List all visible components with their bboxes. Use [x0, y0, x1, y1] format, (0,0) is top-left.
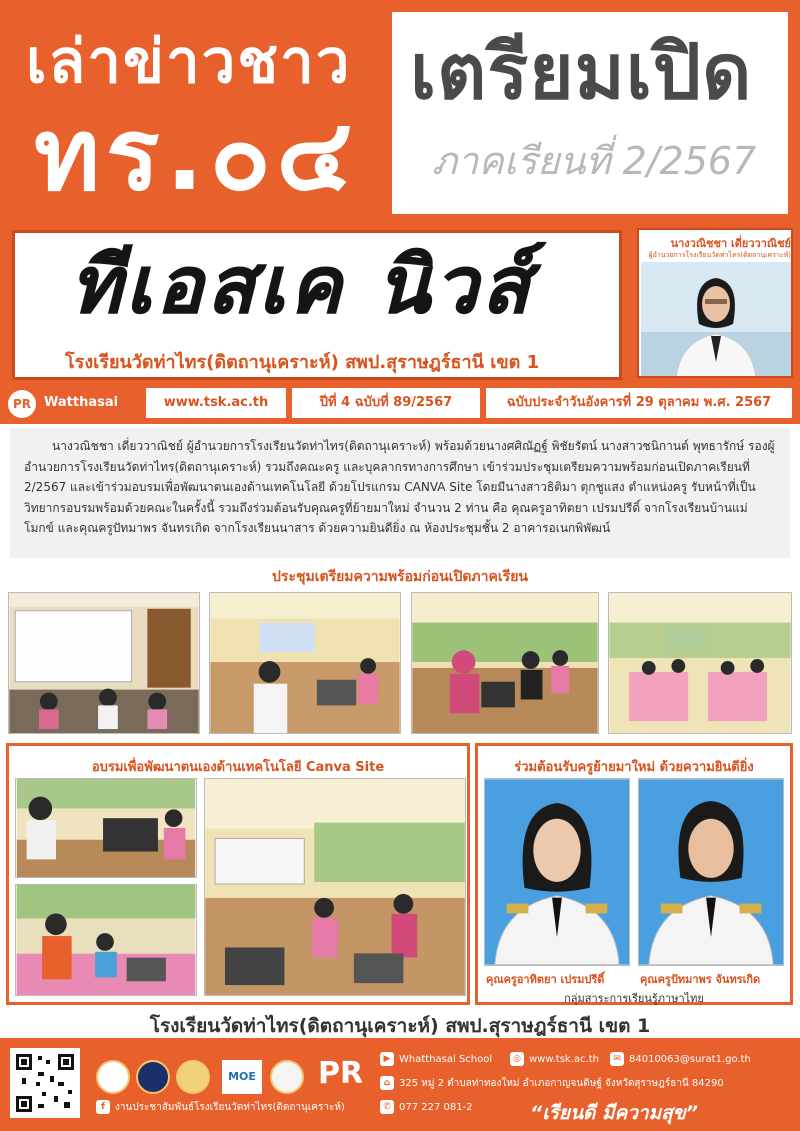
meeting-photo-2 [209, 592, 401, 734]
address-label: 325 หมู่ 2 ตำบลท่าทองใหม่ อำเภอกาญจนดิษฐ์ จังหวัดสุราษฎร์ธานี 84290 [399, 1078, 724, 1089]
globe-icon: ◎ [510, 1052, 524, 1066]
youtube-icon: ▶ [380, 1052, 394, 1066]
training-photo-2 [15, 884, 197, 996]
phone-label: 077 227 081-2 [399, 1102, 473, 1113]
meeting-photo-1 [8, 592, 200, 734]
slogan: “เรียนดี มีความสุข” [530, 1102, 698, 1124]
welcome-section-title: ร่วมต้อนรับครูย้ายมาใหม่ ด้วยความยินดียิ่ง [514, 760, 754, 775]
moe-logo-icon: MOE [222, 1060, 262, 1094]
semester-block [392, 12, 788, 214]
director-photo [641, 262, 791, 378]
address [380, 1076, 724, 1091]
newsletter-title: เล่าข่าวชาว [26, 27, 352, 97]
area-logo-icon [270, 1060, 304, 1094]
director-card [637, 228, 793, 378]
brand-name: Watthasai [44, 395, 119, 410]
pr-logo: PR [8, 390, 36, 418]
training-photo-1 [15, 778, 197, 878]
web-label: www.tsk.ac.th [529, 1054, 599, 1065]
header [0, 0, 800, 222]
qr-code-icon[interactable] [10, 1048, 80, 1118]
news-title: ทีเอสเค นิวส์ [70, 241, 534, 331]
facebook-icon: f [96, 1100, 110, 1114]
news-banner [12, 230, 622, 380]
pr-brand-icon: PR [318, 1056, 364, 1091]
director-position: ผู้อำนวยการโรงเรียนวัดท่าไทร(ดิตถานุเคราะห์) [648, 251, 791, 259]
semester-headline: เตรียมเปิด [410, 27, 753, 116]
article-text: นางวณิชชา เดี่ยววาณิชย์ ผู้อำนวยการโรงเรียนวัดท่าไทร(ดิตถานุเคราะห์) พร้อมด้วยนางศศิณัฏฐ์ พิชัยรัตน์ นางสาวชนิกานต์ พุทธารักษ์ รองผู้อำนวยการโรงเรียนวัดท่าไทร(ดิตถานุเคราะห์) รวมถึงคณะครู และบุคลากรทางการศึกษา เข้าร่วมประชุมเตรียมความพร้อมก่อนเปิดภาคเรียนที่ 2/2567 และเข้าร่วมอบรมเพื่อพัฒนาตนเองด้านเทคโนโลยี ด้วยโปรแกรม CANVA Site โดยมีนางสาวธิติมา ตุกชูแสง ตำแหน่งครู รับหน้าที่เป็นวิทยากรอบรมพร้อมด้วยคณะในครั้งนี้ รวมถึงร่วมต้อนรับคุณครูที่ย้ายมาใหม่ จำนวน 2 ท่าน คือ คุณครูอาทิตยา เปรมปรีดิ์ จากโรงเรียนบ้านแม่โมกข์ และคุณครูปัทมาพร จันทรเกิด จากโรงเรียนนาสาร ด้วยความยินดียิ่ง ณ ห้องประชุมชั้น 2 อาคารอเนกพิพัฒน์ [10, 428, 790, 558]
issue-date: ฉบับประจำวันอังคารที่ 29 ตุลาคม พ.ศ. 2567 [486, 388, 792, 418]
footer-school-name: โรงเรียนวัดท่าไทร(ดิตถานุเคราะห์) สพป.สุราษฎร์ธานี เขต 1 [149, 1015, 651, 1037]
youtube-link[interactable] [380, 1052, 492, 1066]
obec-logo-icon [96, 1060, 130, 1094]
welcome-section [475, 743, 793, 1005]
youtube-label: Whatthasai School [399, 1054, 493, 1065]
meeting-photo-4 [608, 592, 792, 734]
website-link[interactable]: www.tsk.ac.th [146, 388, 286, 418]
newsletter-code: ทร.๐๔ [34, 96, 359, 213]
header-title-block [10, 10, 385, 215]
phone[interactable] [380, 1100, 473, 1114]
home-icon: ⌂ [380, 1076, 394, 1090]
meeting-photo-3 [411, 592, 599, 734]
teacher-photo-2 [638, 778, 784, 966]
training-section [6, 743, 470, 1005]
teacher-department: กลุ่มสาระการเรียนรู้ภาษาไทย [564, 992, 704, 1005]
semester-subtitle: ภาคเรียนที่ 2/2567 [432, 139, 757, 183]
director-name: นางวณิชชา เดี่ยววาณิชย์ [670, 237, 791, 250]
email-label: 84010063@surat1.go.th [629, 1054, 751, 1065]
facebook-link[interactable] [96, 1100, 345, 1115]
issue-number: ปีที่ 4 ฉบับที่ 89/2567 [292, 388, 480, 418]
facebook-label: งานประชาสัมพันธ์โรงเรียนวัดท่าไทร(ดิตถานุเคราะห์) [115, 1102, 345, 1113]
email-icon: ✉ [610, 1052, 624, 1066]
info-bar [0, 382, 800, 424]
training-section-title: อบรมเพื่อพัฒนาตนเองด้านเทคโนโลยี Canva Site [91, 760, 385, 775]
teacher-photo-1 [484, 778, 630, 966]
teacher-1-name: คุณครูอาทิตยา เปรมปรีดิ์ [486, 973, 605, 986]
banner-row [0, 222, 800, 382]
web-link[interactable] [510, 1052, 599, 1066]
training-photo-3 [204, 778, 466, 996]
email-link[interactable] [610, 1052, 751, 1066]
meeting-section-title: ประชุมเตรียมความพร้อมก่อนเปิดภาคเรียน [272, 569, 528, 585]
footer [0, 1038, 800, 1131]
phone-icon: ✆ [380, 1100, 394, 1114]
seal-logo-icon [136, 1060, 170, 1094]
teacher-2-name: คุณครูปัทมาพร จันทรเกิด [640, 973, 761, 986]
school-name: โรงเรียนวัดท่าไทร(ดิตถานุเคราะห์) สพป.สุราษฎร์ธานี เขต 1 [65, 352, 540, 373]
school-logo-icon [176, 1060, 210, 1094]
